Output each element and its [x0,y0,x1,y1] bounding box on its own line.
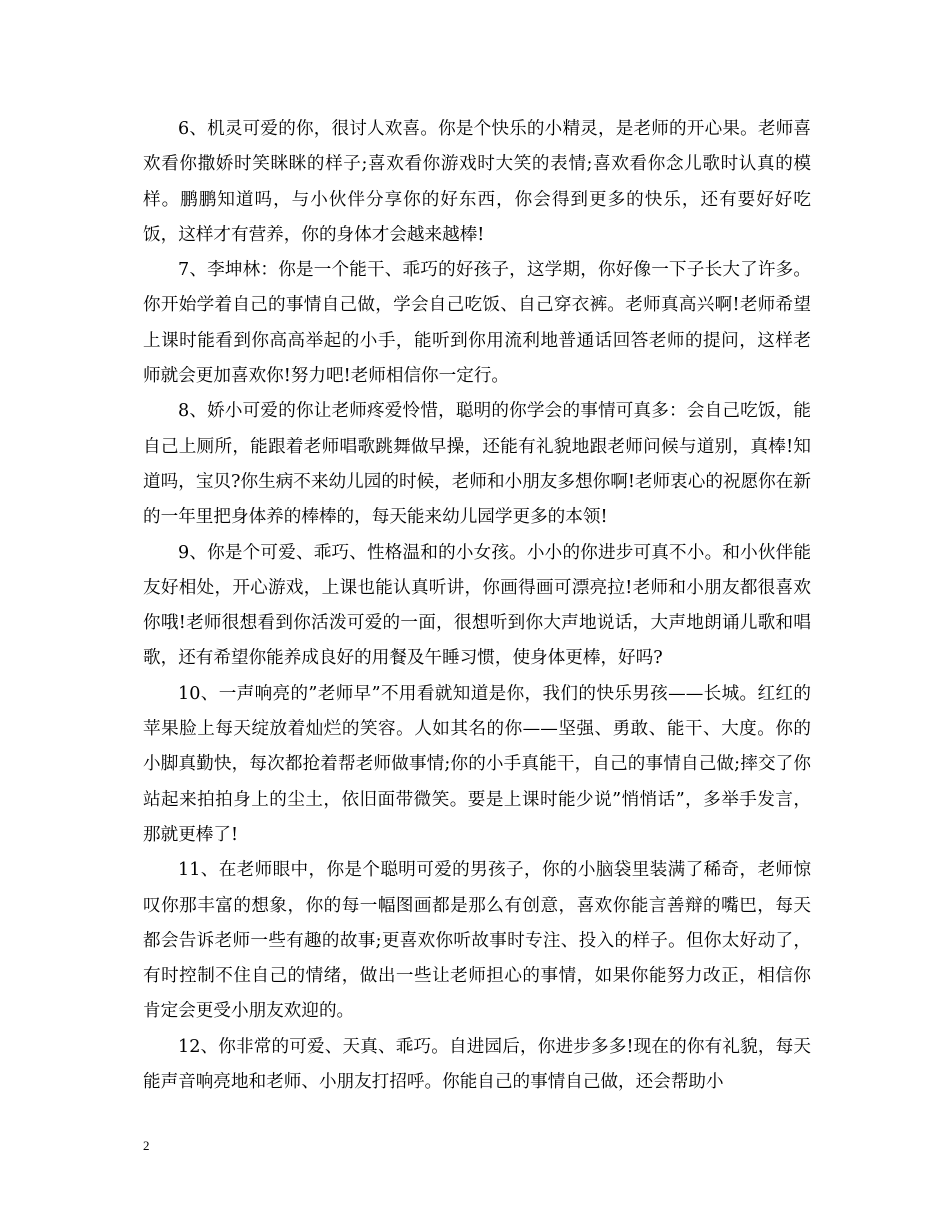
paragraph-11: 11、在老师眼中，你是个聪明可爱的男孩子，你的小脑袋里装满了稀奇，老师惊叹你那丰富的想象，你的每一幅图画都是那么有创意，喜欢你能言善辩的嘴巴，每天都会告诉老师一些有趣的故事;更喜欢你听故事时专注、投入的样子。但你太好动了，有时控制不住自己的情绪，做出一些让老师担心的事情，如果你能努力改正，相信你肯定会更受小朋友欢迎的。 [143,860,811,1022]
paragraph-10: 10、一声响亮的”老师早”不用看就知道是你，我们的快乐男孩——长城。红红的苹果脸上每天绽放着灿烂的笑容。人如其名的你——坚强、勇敢、能干、大度。你的小脚真勤快，每次都抢着帮老师做事情;你的小手真能干，自己的事情自己做;摔交了你站起来拍拍身上的尘土，依旧面带微笑。要是上课时能少说”悄悄话”，多举手发言，那就更棒了! [143,683,811,845]
page-number: 2 [143,1138,150,1153]
paragraph-7: 7、李坤林：你是一个能干、乖巧的好孩子，这学期，你好像一下子长大了许多。你开始学着自己的事情自己做，学会自己吃饭、自己穿衣裤。老师真高兴啊!老师希望上课时能看到你高高举起的小手，能听到你用流利地普通话回答老师的提问，这样老师就会更加喜欢你!努力吧!老师相信你一定行。 [143,260,811,387]
paragraph-12: 12、你非常的可爱、天真、乖巧。自进园后，你进步多多!现在的你有礼貌，每天能声音响亮地和老师、小朋友打招呼。你能自己的事情自己做，还会帮助小 [143,1036,811,1093]
document-body [143,112,811,1100]
paragraph-9: 9、你是个可爱、乖巧、性格温和的小女孩。小小的你进步可真不小。和小伙伴能友好相处，开心游戏，上课也能认真听讲，你画得画可漂亮拉!老师和小朋友都很喜欢你哦!老师很想看到你活泼可爱的一面，很想听到你大声地说话，大声地朗诵儿歌和唱歌，还有希望你能养成良好的用餐及午睡习惯，使身体更棒，好吗? [143,542,811,669]
paragraph-6: 6、机灵可爱的你，很讨人欢喜。你是个快乐的小精灵，是老师的开心果。老师喜欢看你撒娇时笑眯眯的样子;喜欢看你游戏时大笑的表情;喜欢看你念儿歌时认真的模样。鹏鹏知道吗，与小伙伴分享你的好东西，你会得到更多的快乐，还有要好好吃饭，这样才有营养，你的身体才会越来越棒! [143,119,811,245]
paragraph-8: 8、娇小可爱的你让老师疼爱怜惜，聪明的你学会的事情可真多：会自己吃饭，能自己上厕所，能跟着老师唱歌跳舞做早操，还能有礼貌地跟老师问候与道别，真棒!知道吗，宝贝?你生病不来幼儿园的时候，老师和小朋友多想你啊!老师衷心的祝愿你在新的一年里把身体养的棒棒的，每天能来幼儿园学更多的本领! [143,401,811,528]
